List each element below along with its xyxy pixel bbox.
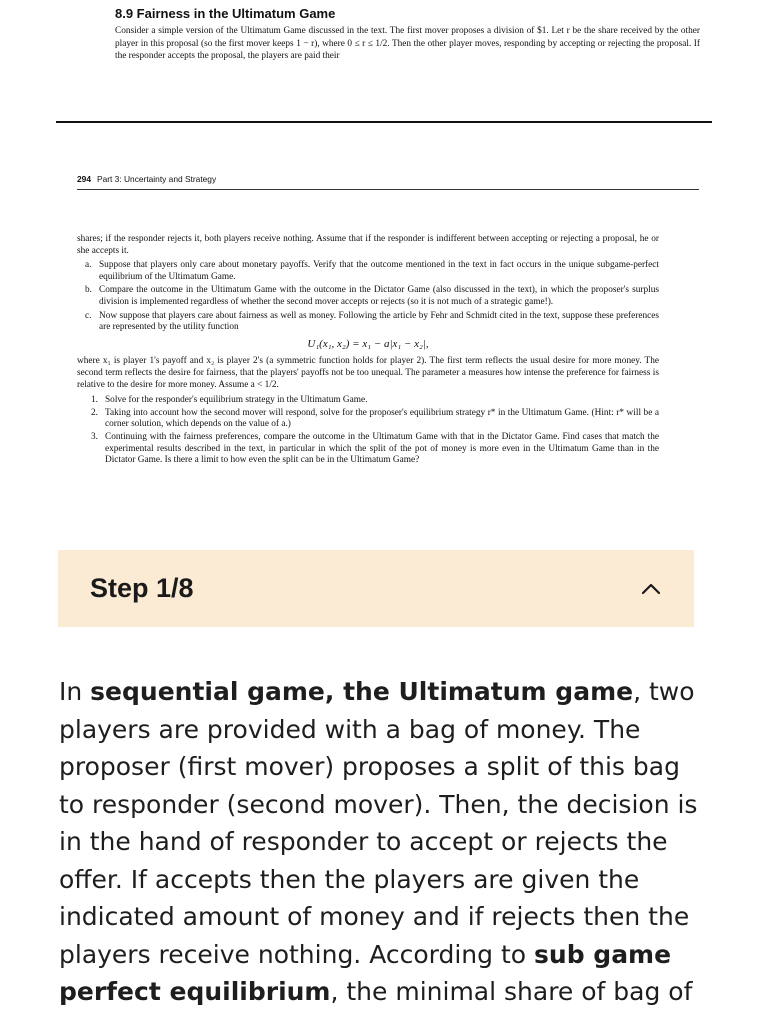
list-item <box>91 395 659 407</box>
problem-body <box>77 234 659 468</box>
item-label: 1. <box>91 395 98 406</box>
list-item <box>91 432 659 467</box>
list-item <box>85 311 659 334</box>
step-label: Step 1/8 <box>90 573 194 603</box>
item-label: 3. <box>91 431 98 442</box>
explanation-emphasis: sub game perfect equilibrium <box>59 939 672 1006</box>
item-text: Solve for the responder's equilibrium strategy in the Ultimatum Game. <box>105 395 368 406</box>
explanation-text: In <box>59 677 91 706</box>
item-label: a. <box>85 260 92 271</box>
explanation-text: , two players are provided with a bag of money. The proposer (first mover) proposes a split of this bag to responder (second mover). Then, the decision is in the hand of responder to accept or rejects the offer. If accepts then the players are given the indicated amount of money and if rejects then the players receive nothing. According to <box>59 677 698 969</box>
part-list <box>77 260 659 334</box>
list-item <box>85 285 659 308</box>
item-text: Suppose that players only care about monetary payoffs. Verify that the outcome mentioned in the text in fact occurs in the unique subgame-perfect equilibrium of the Ultimatum Game. <box>99 260 659 282</box>
problem-intro: Consider a simple version of the Ultimatum Game discussed in the text. The first mover proposes a division of $1. Let r be the share received by the other player in this proposal (so the first mover keeps 1 − r), where 0 ≤ r ≤ 1/2. Then the other player moves, responding by accepting or rejecting the proposal. If the responder accepts the proposal, the players are paid their <box>115 26 700 61</box>
continuation-text: shares; if the responder rejects it, both players receive nothing. Assume that if the responder is indifferent between accepting or rejecting a proposal, he or she accepts it. <box>77 234 659 256</box>
item-text: Compare the outcome in the Ultimatum Game with the outcome in the Dictator Game (also discussed in the text), in which the proposer's surplus division is implemented regardless of whether the second mover accepts or rejects (so it is not much of a strategic game!). <box>99 285 659 307</box>
item-label: 2. <box>91 407 98 418</box>
chevron-up-icon[interactable] <box>640 578 662 600</box>
step-header[interactable] <box>58 550 694 627</box>
question-list <box>77 395 659 467</box>
explanation-text: , the minimal share of bag of <box>330 977 693 1006</box>
page-number: 294 <box>77 174 91 184</box>
item-label: c. <box>85 310 92 321</box>
problem-block <box>115 6 700 63</box>
list-item <box>91 408 659 431</box>
item-label: b. <box>85 285 92 296</box>
utility-formula: U₁(x₁, x₂) = x₁ − a|x₁ − x₂|, <box>307 337 429 350</box>
item-text: Continuing with the fairness preferences, compare the outcome in the Ultimatum Game with that in the Dictator Game. Find cases that match the experimental results described in the text, in particular in which the split of the pot of money is more even in the Ultimatum Game than in the Dictator Game. Is there a limit to how even the split can be in the Ultimatum Game? <box>105 431 659 466</box>
step-explanation <box>59 673 709 1011</box>
part-title: Part 3: Uncertainty and Strategy <box>96 174 217 184</box>
header-rule <box>77 189 699 190</box>
item-text: Taking into account how the second mover will respond, solve for the proposer's equilibrium strategy r* in the Ultimatum Game. (Hint: r* will be a corner solution, which depends on the value of a.) <box>105 407 659 430</box>
list-item <box>85 260 659 283</box>
explanation-emphasis: sequential game, the Ultimatum game <box>90 677 634 706</box>
page-header <box>77 174 216 184</box>
item-text: Now suppose that players care about fairness as well as money. Following the article by Fehr and Schmidt cited in the text, suppose these preferences are represented by the utility function <box>99 310 659 333</box>
page-divider <box>56 121 712 123</box>
formula-explanation: where x₁ is player 1's payoff and x₂ is player 2's (a symmetric function holds for player 2). The first term reflects the usual desire for more money. The second term reflects the desire for fairness, that the players' payoffs not be too unequal. The parameter a measures how intense the preference for fairness is relative to the desire for more money. Assume a < 1/2. <box>77 356 659 390</box>
problem-title: 8.9 Fairness in the Ultimatum Game <box>115 6 336 21</box>
